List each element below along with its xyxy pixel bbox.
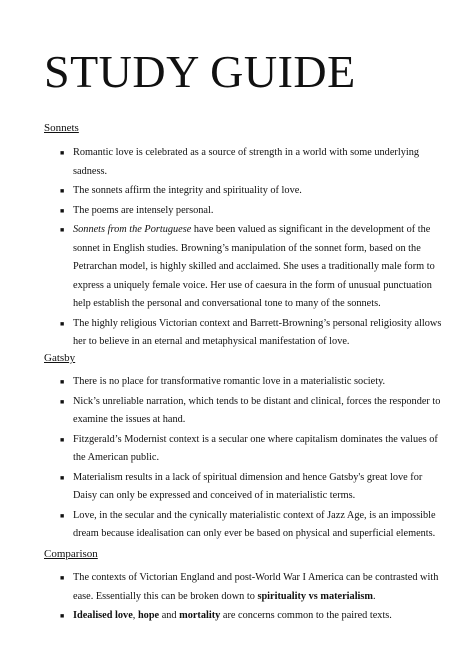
book-title: Sonnets from the Portuguese bbox=[73, 224, 192, 235]
bullet-icon: ■ bbox=[60, 473, 65, 482]
list-item: ■ Sonnets from the Portuguese have been valued as significant in the development of the sonnet in English studies. Browning’s manipulation of the sonnet form, based on the Petrarchan model, is highly skilled and acclaimed. She uses a traditionally male form to express a uniquely female voice. Her use of caesura in the form of unusual punctuation help establish the personal and conversational tone to many of the sonnets. bbox=[0, 221, 474, 314]
section-heading-gatsby: Gatsby bbox=[44, 352, 76, 364]
bullet-icon: ■ bbox=[60, 511, 65, 520]
gatsby-list bbox=[0, 373, 474, 545]
bullet-icon: ■ bbox=[60, 378, 65, 386]
list-item: ■ The sonnets affirm the integrity and spirituality of love. bbox=[0, 182, 474, 201]
list-item: ■ The poems are intensely personal. bbox=[0, 202, 474, 221]
list-item: ■ Romantic love is celebrated as a source of strength in a world with some underlying sadness. bbox=[0, 144, 474, 181]
comparison-list bbox=[0, 569, 474, 627]
list-item: ■ Idealised love, hope and mortality are concerns common to the paired texts. bbox=[0, 607, 474, 626]
bullet-icon: ■ bbox=[60, 435, 65, 444]
section-heading-comparison: Comparison bbox=[44, 548, 98, 560]
list-item: ■ Nick’s unreliable narration, which tends to be distant and clinical, forces the responder to examine the issues at hand. bbox=[0, 393, 474, 430]
bullet-icon: ■ bbox=[60, 149, 65, 157]
bullet-icon: ■ bbox=[60, 397, 65, 406]
bullet-icon: ■ bbox=[60, 206, 65, 215]
list-item: ■ Fitzgerald’s Modernist context is a secular one where capitalism dominates the values of the American public. bbox=[0, 431, 474, 468]
list-item: ■ There is no place for transformative romantic love in a materialistic society. bbox=[0, 373, 474, 392]
list-item: ■ Love, in the secular and the cynically materialistic context of Jazz Age, is an impossible dream because idealisation can only ever be based on physical and superficial elements. bbox=[0, 507, 474, 544]
bullet-icon: ■ bbox=[60, 319, 65, 328]
bullet-icon: ■ bbox=[60, 187, 65, 195]
list-item: ■ The highly religious Victorian context and Barrett-Browning’s personal religiosity allows her to believe in an eternal and metaphysical manifestation of love. bbox=[0, 315, 474, 352]
bullet-icon: ■ bbox=[60, 226, 65, 234]
bullet-icon: ■ bbox=[60, 612, 65, 620]
bullet-icon: ■ bbox=[60, 574, 65, 582]
list-item: ■ Materialism results in a lack of spiritual dimension and hence Gatsby's great love for Daisy can only be expressed and conceived of in materialistic terms. bbox=[0, 469, 474, 506]
section-heading-sonnets: Sonnets bbox=[44, 122, 79, 134]
sonnets-list bbox=[0, 144, 474, 353]
page-title: STUDY GUIDE bbox=[44, 46, 356, 97]
list-item: ■ The contexts of Victorian England and post-World War I America can be contrasted with ease. Essentially this can be broken down to spirituality vs materialism. bbox=[0, 569, 474, 606]
